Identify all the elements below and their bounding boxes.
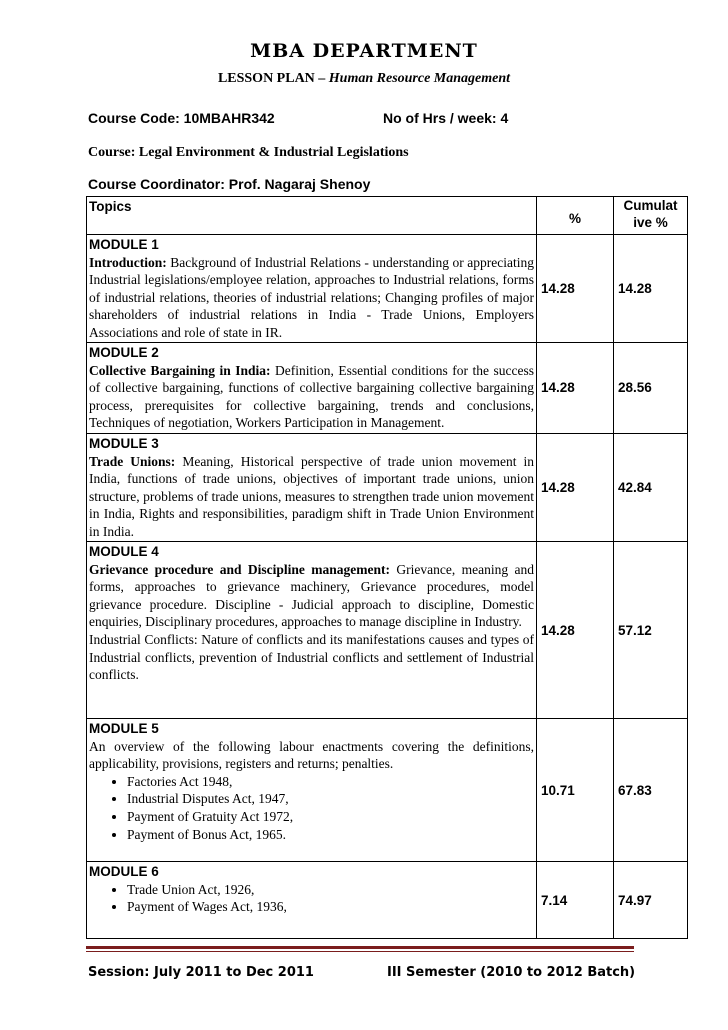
- module-topic: [87, 343, 537, 434]
- module-percent: 14.28: [537, 343, 614, 434]
- table-header-row: [87, 197, 688, 235]
- module-lead: Collective Bargaining in India:: [89, 362, 271, 378]
- list-item: • Trade Union Act, 1926,: [127, 881, 534, 899]
- module-cumulative: 14.28: [614, 235, 688, 343]
- module-text: An overview of the following labour enactments covering the definitions, applicability, provisions, registers and returns; penalties.: [89, 738, 534, 772]
- module-percent: 10.71: [537, 719, 614, 862]
- module-lead: Introduction:: [89, 254, 167, 270]
- module-topic: [87, 235, 537, 343]
- table-row: [87, 719, 688, 862]
- hours-per-week: No of Hrs / week: 4: [383, 110, 509, 126]
- module-percent: 7.14: [537, 862, 614, 939]
- list-item: • Factories Act 1948,: [127, 773, 534, 791]
- module-topic: [87, 434, 537, 542]
- table-row: [87, 434, 688, 542]
- table-row: [87, 343, 688, 434]
- module-cumulative: 42.84: [614, 434, 688, 542]
- module-text: Meaning, Historical perspective of trade union movement in India, functions of trade unions, objectives of important trade unions, union structure, problems of trade unions, measures to strengthen trade union movement in India, Rights and responsibilities, paradigm shift in Trade Union Environment in India.: [89, 453, 535, 539]
- module-title: MODULE 5: [89, 721, 159, 737]
- module-percent: 14.28: [537, 542, 614, 719]
- course-code-row: [88, 110, 538, 126]
- module-percent: 14.28: [537, 235, 614, 343]
- module-topic: [87, 862, 537, 939]
- table-row: [87, 235, 688, 343]
- list-item: • Payment of Wages Act, 1936,: [127, 898, 534, 916]
- module-percent: 14.28: [537, 434, 614, 542]
- module-title: MODULE 1: [89, 237, 159, 252]
- list-item: • Payment of Gratuity Act 1972,: [127, 808, 534, 826]
- module-lead: Trade Unions:: [89, 453, 176, 469]
- lesson-plan-title: [0, 71, 728, 87]
- module-text-secondary: Industrial Conflicts: Nature of conflicts and its manifestations causes and types of Industrial conflicts, prevention of Industrial conflicts and settlement of Industrial conflicts.: [89, 632, 534, 683]
- module-title: MODULE 6: [89, 864, 159, 880]
- module-text: Grievance, meaning and forms, approaches to grievance machinery, Grievance procedures, model grievance procedure. Discipline - Judicial approach to discipline, Domestic enquiries, Disciplinary procedures, approaches to manage discipline in Industry.: [89, 561, 534, 630]
- footer-divider-thin: [86, 951, 634, 952]
- module-title: MODULE 3: [89, 436, 159, 452]
- table-row: [87, 542, 688, 719]
- list-item: • Payment of Bonus Act, 1965.: [127, 826, 534, 844]
- header-topics: Topics: [87, 197, 537, 235]
- module-cumulative: 57.12: [614, 542, 688, 719]
- module-cumulative: 67.83: [614, 719, 688, 862]
- list-item: • Industrial Disputes Act, 1947,: [127, 790, 534, 808]
- table-row: [87, 862, 688, 939]
- acts-list: [89, 773, 534, 843]
- footer-semester: III Semester (2010 to 2012 Batch): [387, 965, 636, 980]
- module-topic: [87, 542, 537, 719]
- footer-session: Session: July 2011 to Dec 2011: [88, 965, 314, 980]
- course-name: Course: Legal Environment & Industrial Legislations: [88, 145, 409, 160]
- header-percent: %: [537, 197, 614, 235]
- module-topic: [87, 719, 537, 862]
- lesson-plan-prefix: LESSON PLAN –: [217, 71, 329, 86]
- footer-divider: [86, 946, 634, 949]
- lesson-plan-subject: Human Resource Management: [328, 71, 511, 86]
- module-lead: Grievance procedure and Discipline management:: [89, 561, 391, 577]
- module-title: MODULE 2: [89, 345, 159, 361]
- acts-list: [89, 881, 534, 916]
- module-text: Definition, Essential conditions for the success of collective bargaining, functions of collective bargaining collective bargaining process, prerequisites for collective bargaining, trends and conclusions, Techniques of negotiation, Workers Participation in Management.: [89, 362, 534, 431]
- header-cumulative: Cumulat ive %: [614, 197, 688, 235]
- module-title: MODULE 4: [89, 544, 159, 560]
- module-text: Background of Industrial Relations - understanding or appreciating Industrial legislations/employee relation, approaches to Industrial relations, forms of industrial relations, theories of industrial relations; Changing profiles of major shareholders of industrial relations in India - Trade Unions, Employers Associations and role of state in IR.: [89, 254, 534, 340]
- course-coordinator: Course Coordinator: Prof. Nagaraj Shenoy: [88, 176, 371, 192]
- lesson-plan-table: [86, 196, 688, 939]
- department-title: MBA DEPARTMENT: [250, 40, 478, 62]
- module-cumulative: 74.97: [614, 862, 688, 939]
- course-code: Course Code: 10MBAHR342: [88, 110, 275, 126]
- module-cumulative: 28.56: [614, 343, 688, 434]
